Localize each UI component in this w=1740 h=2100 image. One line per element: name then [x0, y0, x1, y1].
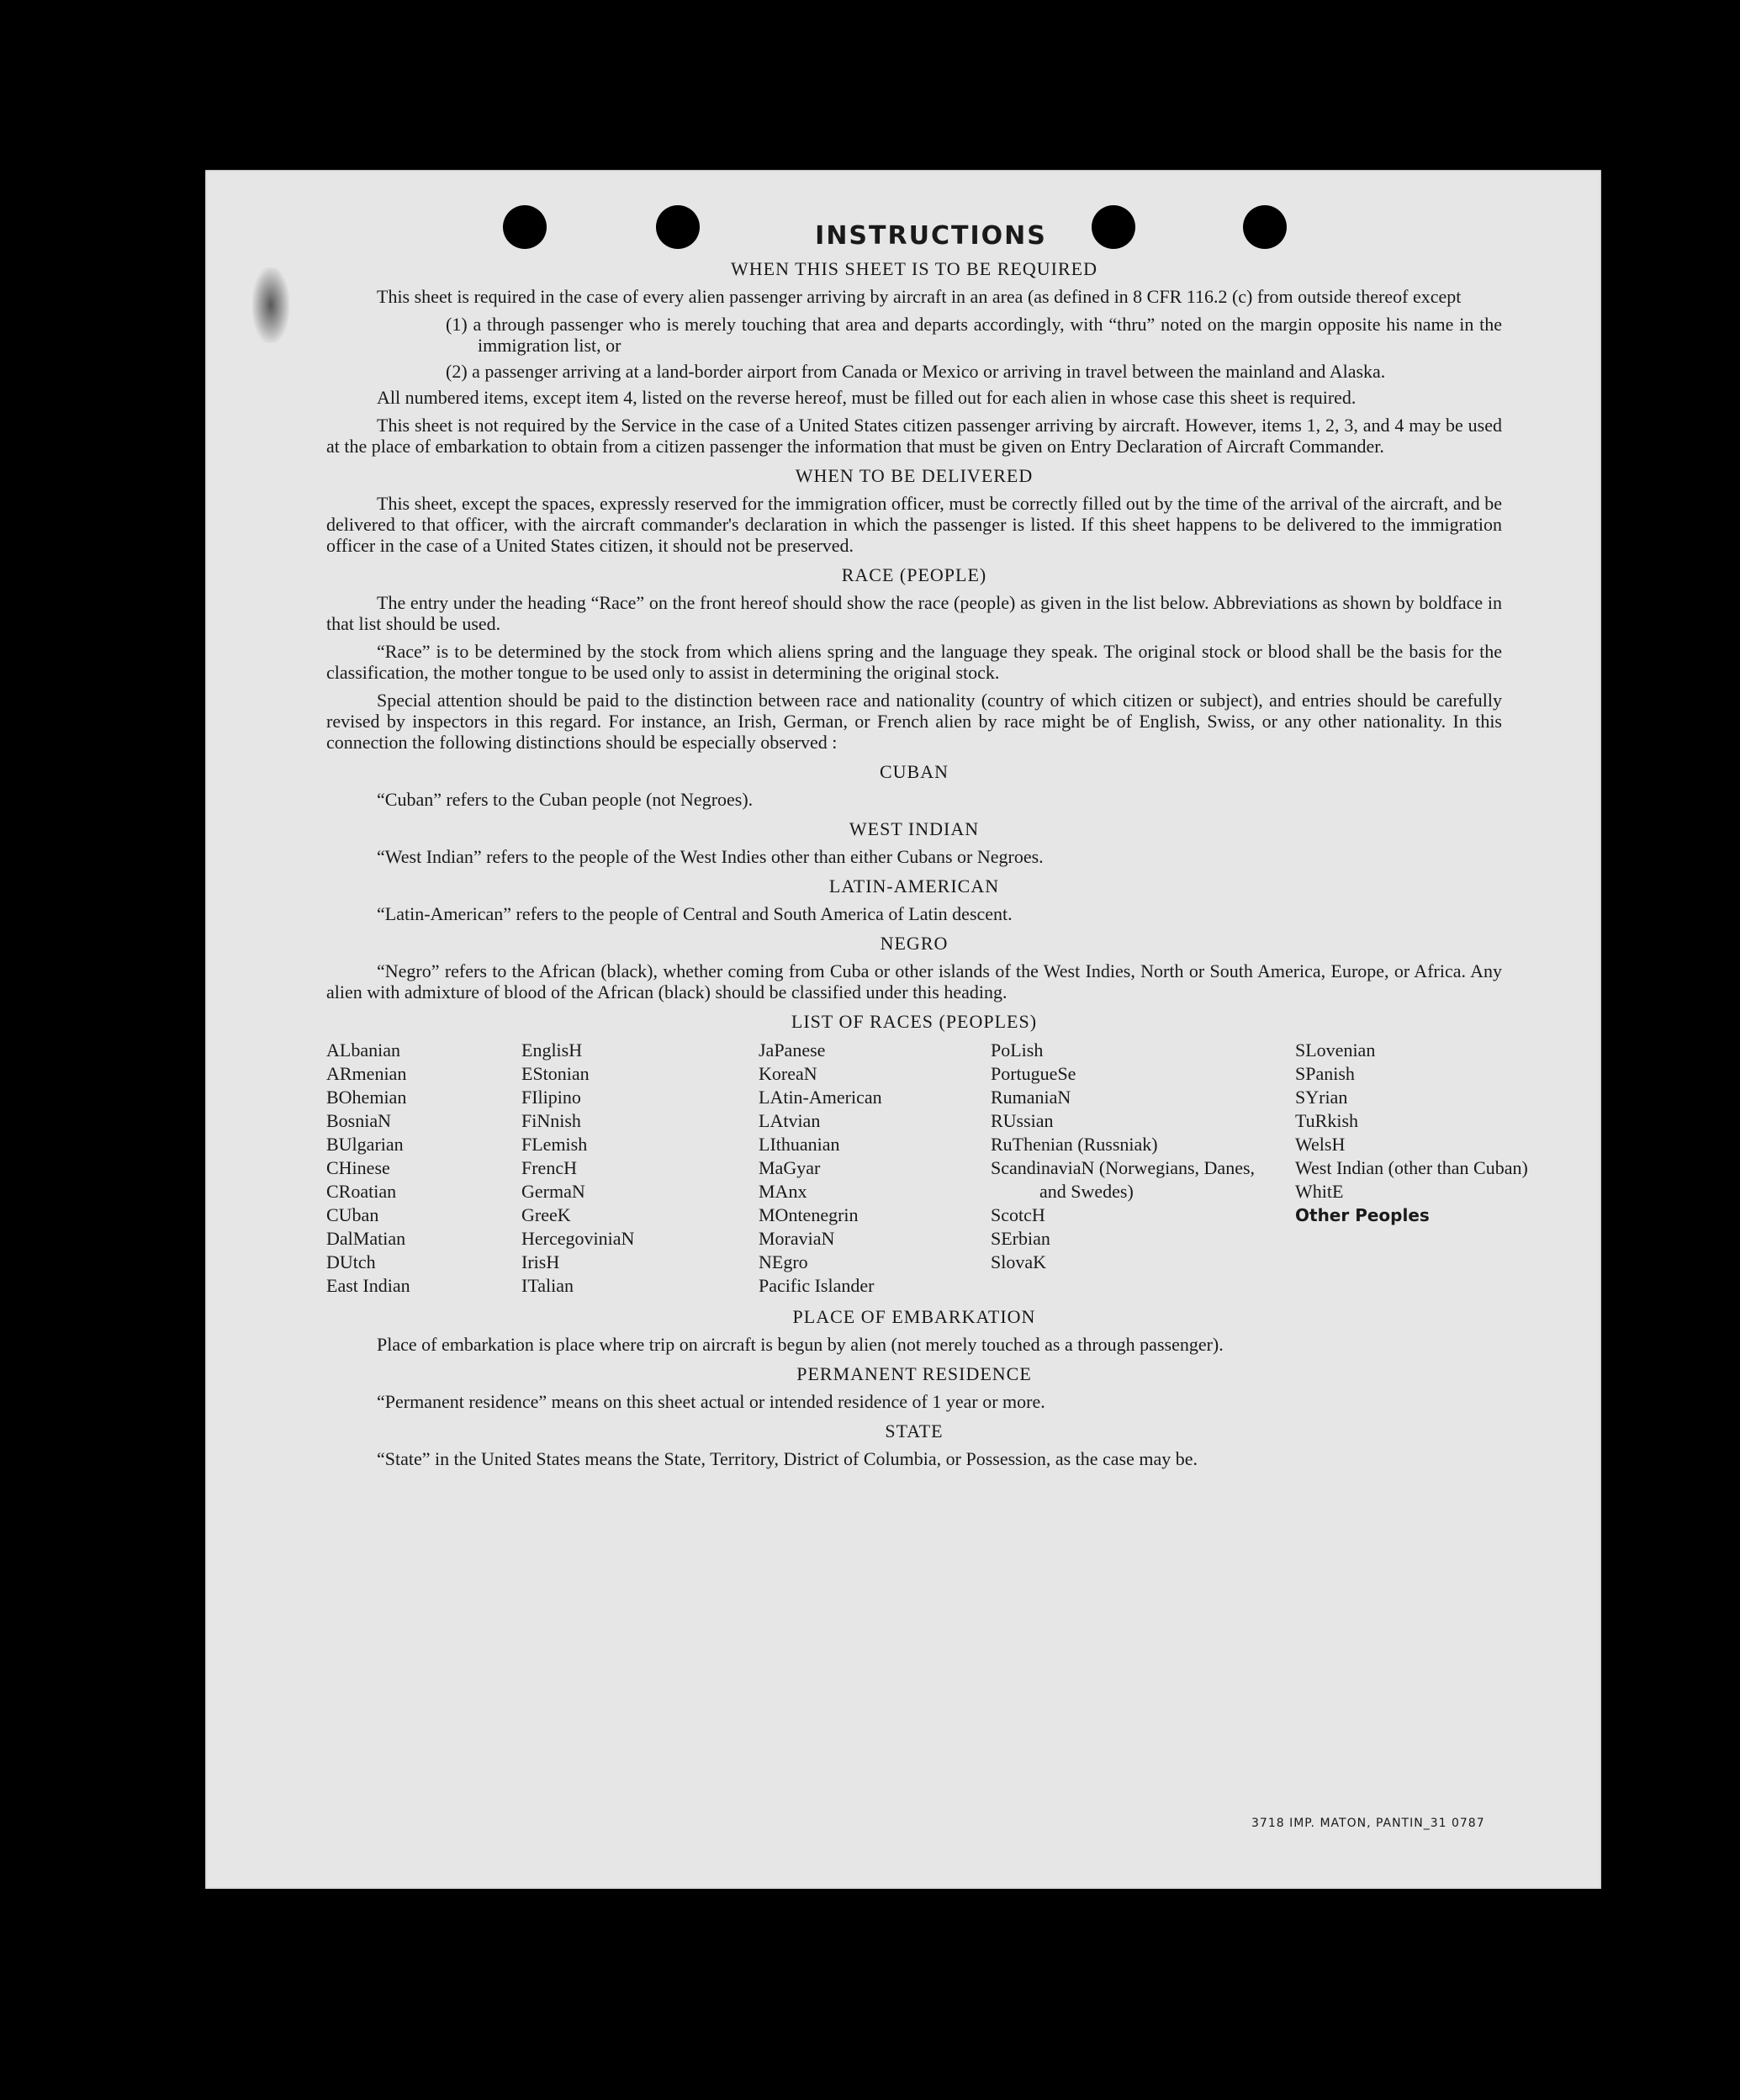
race-entry: ITalian [521, 1275, 574, 1296]
race-entry: LAtvian [759, 1110, 821, 1131]
heading-when-required: WHEN THIS SHEET IS TO BE REQUIRED [731, 258, 1097, 279]
race-entry: GermaN [521, 1181, 585, 1202]
race-entry: FiNnish [521, 1110, 581, 1131]
paragraph: This sheet is not required by the Service in the case of a United States citizen passenger arriving by aircraft. However, items 1, 2, 3, and 4 may be used at the place of embarkation to obtain from a citizen passenger the information that must be given on Entry Declaration of Aircraft Commander. [326, 415, 1502, 457]
paragraph: “Latin-American” refers to the people of Central and South America of Latin descent. [377, 903, 1013, 924]
printer-imprint: 3718 IMP. MATON, PANTIN_31 0787 [1251, 1817, 1485, 1830]
heading-when-delivered: WHEN TO BE DELIVERED [795, 465, 1034, 486]
race-entry: West Indian (other than Cuban) [1295, 1157, 1528, 1178]
race-entry: SPanish [1295, 1063, 1355, 1084]
paragraph: This sheet, except the spaces, expressly reserved for the immigration officer, must be correctly filled out by the time of the arrival of the aircraft, and be delivered to that officer, with the aircraft commander's declaration in which the passenger is listed. If this sheet happens to be delivered to the immigration officer in the case of a United States citizen, it should not be preserved. [326, 493, 1502, 556]
race-entry: MOntenegrin [759, 1204, 859, 1225]
race-entry: SErbian [991, 1228, 1050, 1249]
paragraph: Special attention should be paid to the distinction between race and nationality (country of which citizen or subject), and entries should be carefully revised by inspectors in this regard. For instance, an Irish, German, or French alien by race might be of English, Swiss, or any other nationality. In this connection the following distinctions should be especially observed : [326, 690, 1502, 753]
race-entry: EStonian [521, 1063, 590, 1084]
race-entry: FrencH [521, 1157, 577, 1178]
race-entry: MoraviaN [759, 1228, 835, 1249]
race-entry: IrisH [521, 1251, 560, 1272]
heading-cuban: CUBAN [879, 761, 949, 782]
race-entry: RumaniaN [991, 1087, 1071, 1108]
race-entry: WhitE [1295, 1181, 1344, 1202]
paragraph: This sheet is required in the case of every alien passenger arriving by aircraft in an area (as defined in 8 CFR 116.2 (c) from outside thereof except [377, 286, 1462, 307]
paragraph: All numbered items, except item 4, listed on the reverse hereof, must be filled out for each alien in whose case this sheet is required. [377, 387, 1357, 408]
race-entry: TuRkish [1295, 1110, 1359, 1131]
paragraph: “Negro” refers to the African (black), whether coming from Cuba or other islands of the West Indies, North or South America, Europe, or Africa. Any alien with admixture of blood of the African (black) should be classified under this heading. [326, 960, 1502, 1002]
heading-race: RACE (PEOPLE) [841, 564, 987, 585]
race-column [759, 1039, 991, 1298]
instructions-content [326, 220, 1528, 1476]
heading-place-of-embarkation: PLACE OF EMBARKATION [792, 1306, 1036, 1327]
paragraph: “Cuban” refers to the Cuban people (not Negroes). [377, 789, 754, 810]
race-list [326, 1039, 1528, 1298]
race-entry: CUban [326, 1204, 379, 1225]
race-entry: BUlgarian [326, 1134, 404, 1155]
race-entry: KoreaN [759, 1063, 817, 1084]
heading-list-of-races: LIST OF RACES (PEOPLES) [791, 1011, 1038, 1032]
race-entry: RUssian [991, 1110, 1054, 1131]
heading-west-indian: WEST INDIAN [849, 818, 980, 839]
race-entry: SlovaK [991, 1251, 1046, 1272]
race-column [326, 1039, 521, 1298]
ink-stain [252, 267, 289, 343]
race-entry: FLemish [521, 1134, 588, 1155]
race-entry: ALbanian [326, 1039, 400, 1061]
heading-state: STATE [885, 1420, 944, 1441]
paragraph: “Race” is to be determined by the stock from which aliens spring and the language they speak. The original stock or blood shall be the basis for the classification, the mother tongue to be used only to assist in determining the original stock. [326, 641, 1502, 683]
race-entry: GreeK [521, 1204, 571, 1225]
paragraph: The entry under the heading “Race” on the front hereof should show the race (people) as given in the list below. Abbreviations as shown by boldface in that list should be used. [326, 592, 1502, 634]
race-entry: EnglisH [521, 1039, 583, 1061]
heading-negro: NEGRO [880, 933, 949, 954]
race-entry: WelsH [1295, 1134, 1346, 1155]
race-entry: MAnx [759, 1181, 807, 1202]
paragraph: Place of embarkation is place where trip on aircraft is begun by alien (not merely touched as a through passenger). [377, 1334, 1224, 1355]
heading-latin-american: LATIN-AMERICAN [828, 875, 1000, 897]
race-entry: ARmenian [326, 1063, 407, 1084]
race-column [991, 1039, 1295, 1298]
race-entry: ScotcH [991, 1204, 1045, 1225]
race-column [521, 1039, 759, 1298]
race-entry: Other Peoples [1295, 1205, 1430, 1225]
race-entry: CRoatian [326, 1181, 397, 1202]
race-entry: ScandinaviaN (Norwegians, Danes, and Swedes) [991, 1157, 1256, 1202]
paragraph: “State” in the United States means the State, Territory, District of Columbia, or Possession, as the case may be. [377, 1448, 1198, 1469]
race-entry: Pacific Islander [759, 1275, 875, 1296]
race-entry: LAtin-American [759, 1087, 882, 1108]
paragraph: “West Indian” refers to the people of the West Indies other than either Cubans or Negroes. [377, 846, 1044, 867]
race-entry: FIlipino [521, 1087, 581, 1108]
race-entry: PortugueSe [991, 1063, 1076, 1084]
list-item: (2) a passenger arriving at a land-border airport from Canada or Mexico or arriving in travel between the mainland and Alaska. [446, 361, 1386, 382]
race-entry: NEgro [759, 1251, 808, 1272]
paragraph: “Permanent residence” means on this sheet actual or intended residence of 1 year or more. [377, 1391, 1045, 1412]
list-item: (1) a through passenger who is merely touching that area and departs accordingly, with “thru” noted on the margin opposite his name in the immigration list, or [446, 314, 1502, 356]
race-entry: East Indian [326, 1275, 410, 1296]
race-entry: BOhemian [326, 1087, 407, 1108]
race-column [1295, 1039, 1528, 1298]
race-entry: RuThenian (Russniak) [991, 1134, 1158, 1155]
race-entry: BosniaN [326, 1110, 391, 1131]
race-entry: PoLish [991, 1039, 1044, 1061]
race-entry: HercegoviniaN [521, 1228, 635, 1249]
race-entry: SLovenian [1295, 1039, 1376, 1061]
page-title: INSTRUCTIONS [815, 221, 1047, 251]
heading-permanent-residence: PERMANENT RESIDENCE [796, 1363, 1032, 1384]
race-entry: DUtch [326, 1251, 376, 1272]
race-entry: CHinese [326, 1157, 390, 1178]
race-entry: DalMatian [326, 1228, 406, 1249]
race-entry: JaPanese [759, 1039, 826, 1061]
race-entry: SYrian [1295, 1087, 1348, 1108]
race-entry: LIthuanian [759, 1134, 840, 1155]
race-entry: MaGyar [759, 1157, 821, 1178]
